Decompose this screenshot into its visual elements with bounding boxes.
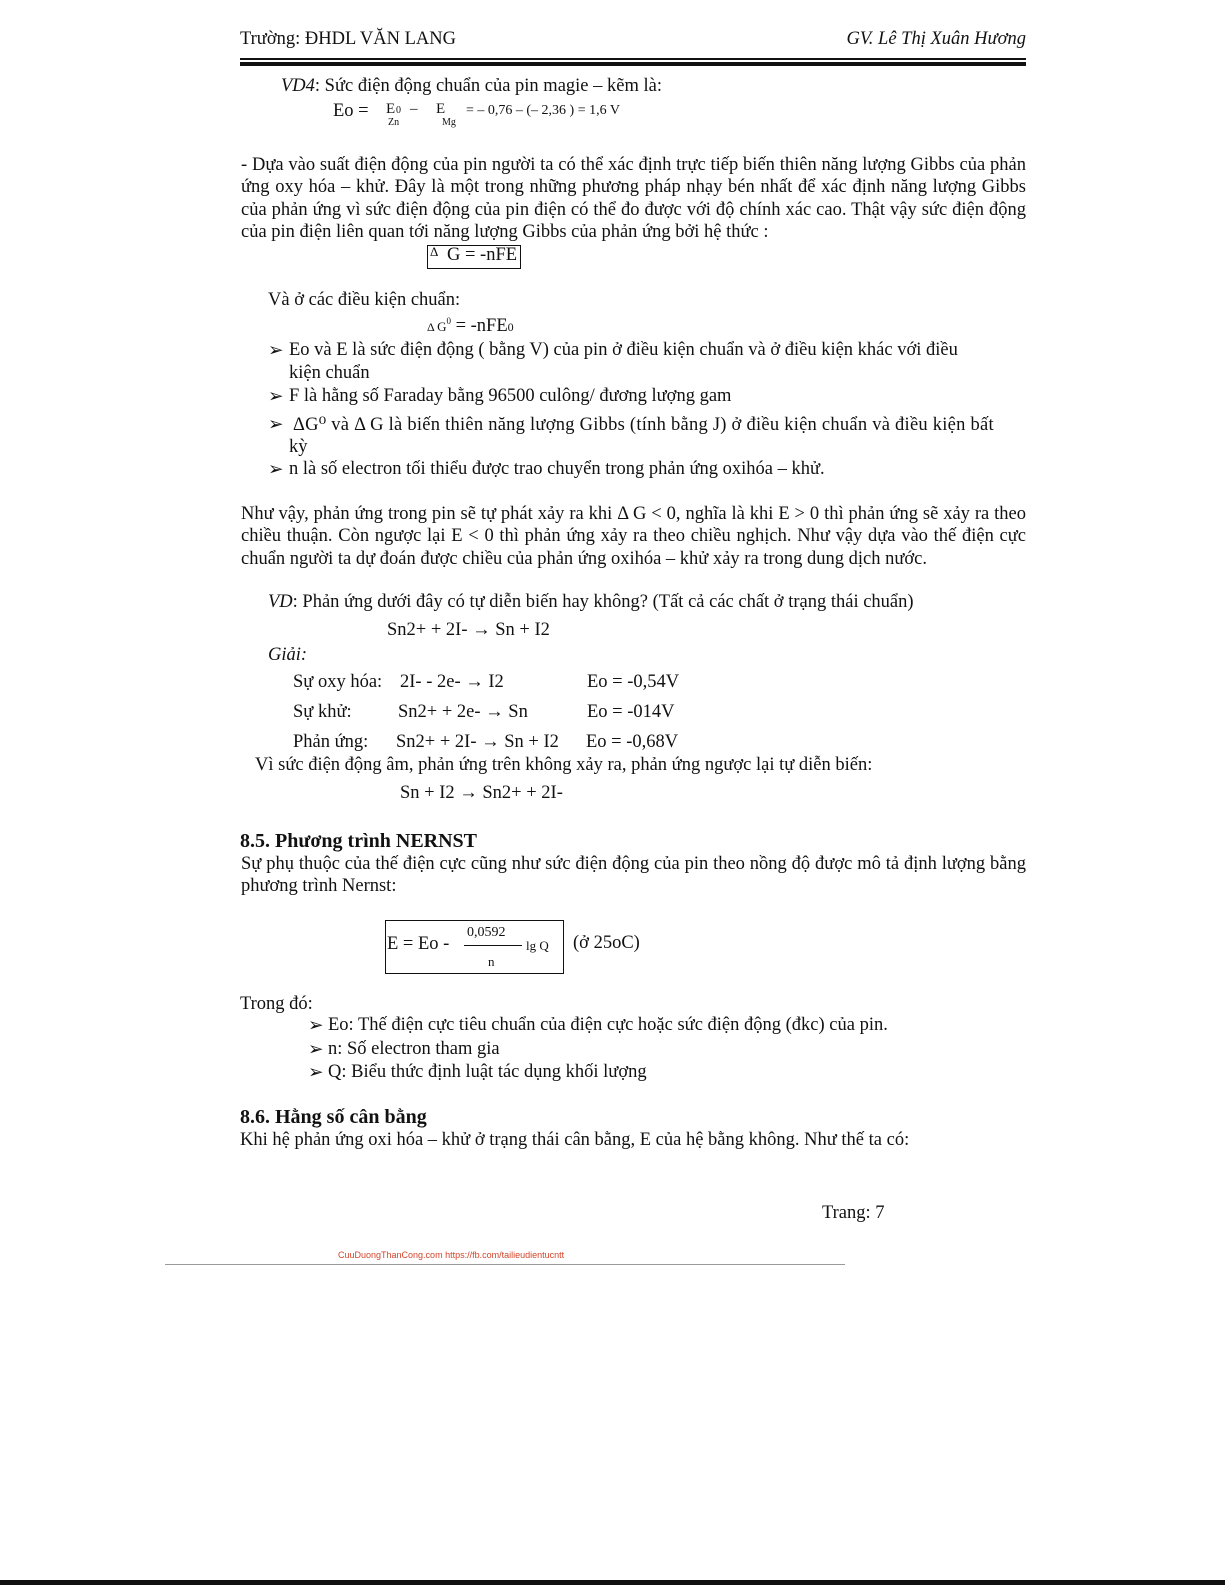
bullet-e0-cont: kiện chuẩn (289, 363, 370, 383)
vd4-e2: E (436, 101, 446, 117)
nernst-item-n: n: Số electron tham gia (328, 1039, 500, 1059)
vd4-e1-sup: 0 (396, 105, 401, 116)
nernst-item-e0: Eo: Thế điện cực tiêu chuẩn của điện cực hoặc sức điện động (đkc) của pin. (328, 1015, 888, 1035)
row-reaction-e: Eo = -0,68V (586, 732, 679, 752)
standard-conditions-label: Và ở các điều kiện chuẩn: (268, 290, 461, 310)
bullet-arrow-icon: ➢ (268, 460, 284, 480)
bullet-faraday: F là hằng số Faraday bằng 96500 culông/ đương lượng gam (289, 386, 732, 406)
row-reaction-name: Phản ứng: (293, 732, 369, 752)
solution-label: Giải: (268, 645, 308, 665)
delta-icon: Δ (430, 244, 439, 259)
solution-conclusion: Vì sức điện động âm, phản ứng trên không xảy ra, phản ứng ngược lại tự diễn biến: (255, 755, 873, 775)
bullet-arrow-icon: ➢ (268, 387, 284, 407)
bullet-arrow-icon: ➢ (308, 1016, 324, 1036)
formula-standard: Δ $G^0 = -nFE0$ (427, 316, 514, 337)
row-reduction-eq: Sn2+ + 2e- → Sn (398, 702, 528, 722)
header-rule-thick (240, 62, 1026, 66)
footer-rule (165, 1264, 845, 1265)
watermark-link[interactable]: CuuDuongThanCong.com https://fb.com/tailieudientucntt (338, 1250, 565, 1260)
vd4-e2-sub: Mg (442, 117, 456, 128)
nernst-condition: (ở 25oC) (573, 933, 640, 953)
row-oxidation-eq: 2I- - 2e- → I2 (400, 672, 504, 692)
section-equilibrium-text: Khi hệ phản ứng oxi hóa – khử ở trạng thái cân bằng, E của hệ bằng không. Như thế ta có: (240, 1130, 910, 1150)
vd-question: VD: Phản ứng dưới đây có tự diễn biến hay không? (Tất cả các chất ở trạng thái chuẩn) (268, 592, 914, 612)
header-teacher: GV. Lê Thị Xuân Hương (846, 29, 1026, 49)
bullet-arrow-icon: ➢ (268, 415, 284, 435)
bullet-gibbs: ΔG⁰ và Δ G là biến thiên năng lượng Gibbs (tính bằng J) ở điều kiện chuẩn và điều kiện bất (293, 415, 994, 435)
vd4-minus: – (410, 101, 418, 117)
row-reduction-e: Eo = -014V (587, 702, 675, 722)
bullet-arrow-icon: ➢ (268, 341, 284, 361)
nernst-item-q: Q: Biểu thức định luật tác dụng khối lượng (328, 1062, 647, 1082)
nernst-numerator: 0,0592 (467, 925, 506, 940)
page-number: Trang: 7 (822, 1203, 885, 1223)
vd4-eq-rhs: = – 0,76 – (– 2,36 ) = 1,6 V (466, 103, 620, 118)
vd-reaction: Sn2+ + 2I- → Sn + I2 (387, 620, 550, 640)
paragraph-spontaneous: Như vậy, phản ứng trong pin sẽ tự phát xảy ra khi Δ G < 0, nghĩa là khi E > 0 thì phản ứng sẽ xảy ra theo chiều thuận. Còn ngược lại E < 0 thì phản ứng xảy ra theo chiều nghịch. Như vậy dựa vào thế điện cực chuẩn người ta dự đoán được chiều của phản ứng oxihóa – khử xảy ra trong dung dịch nước. (241, 504, 1026, 569)
row-reaction-eq: Sn2+ + 2I- → Sn + I2 (396, 732, 559, 752)
section-nernst-title: 8.5. Phương trình NERNST (240, 830, 478, 852)
header-rule-thin (240, 58, 1026, 60)
vd4-e1: E (386, 101, 396, 117)
nernst-lg: lg Q (526, 938, 549, 953)
bottom-edge-bar (0, 1580, 1225, 1585)
section-equilibrium-title: 8.6. Hằng số cân bằng (240, 1106, 427, 1128)
nernst-denominator: n (488, 954, 495, 969)
header-school: Trường: ĐHDL VĂN LANG (240, 29, 456, 49)
vd4-line: VD4: Sức điện động chuẩn của pin magie – kẽm là: (281, 76, 662, 96)
reverse-reaction: Sn + I2 → Sn2+ + 2I- (400, 783, 563, 803)
row-oxidation-e: Eo = -0,54V (587, 672, 680, 692)
row-reduction-name: Sự khử: (293, 702, 352, 722)
bullet-electrons: n là số electron tối thiểu được trao chuyển trong phản ứng oxihóa – khử. (289, 459, 825, 479)
formula-gibbs: G = -nFE (447, 245, 518, 265)
section-nernst-text: Sự phụ thuộc của thế điện cực cũng như sức điện động của pin theo nồng độ được mô tả định lượng bằng phương trình Nernst: (241, 854, 1026, 897)
paragraph-gibbs: - Dựa vào suất điện động của pin người ta có thể xác định trực tiếp biến thiên năng lượng Gibbs của phản ứng oxy hóa – khử. Đây là một trong những phương pháp nhạy bén nhất để xác định năng lượng Gibbs của phản ứng vì sức điện động của pin điện có thể đo được với độ chính xác cao. Thật vậy sức điện động của pin điện liên quan tới năng lượng Gibbs của phản ứng bởi hệ thức : (241, 155, 1026, 243)
vd4-eq-lhs: Eo = (333, 101, 369, 121)
vd4-e1-sub: Zn (388, 117, 400, 128)
bullet-gibbs-cont: kỳ (289, 437, 308, 457)
where-label: Trong đó: (240, 994, 313, 1014)
bullet-e0: Eo và E là sức điện động ( bằng V) của pin ở điều kiện chuẩn và ở điều kiện khác với điều (289, 340, 958, 360)
row-oxidation-name: Sự oxy hóa: (293, 672, 383, 692)
bullet-arrow-icon: ➢ (308, 1063, 324, 1083)
nernst-fraction-line (464, 945, 522, 946)
nernst-lhs: E = Eo - (387, 934, 450, 954)
bullet-arrow-icon: ➢ (308, 1040, 324, 1060)
